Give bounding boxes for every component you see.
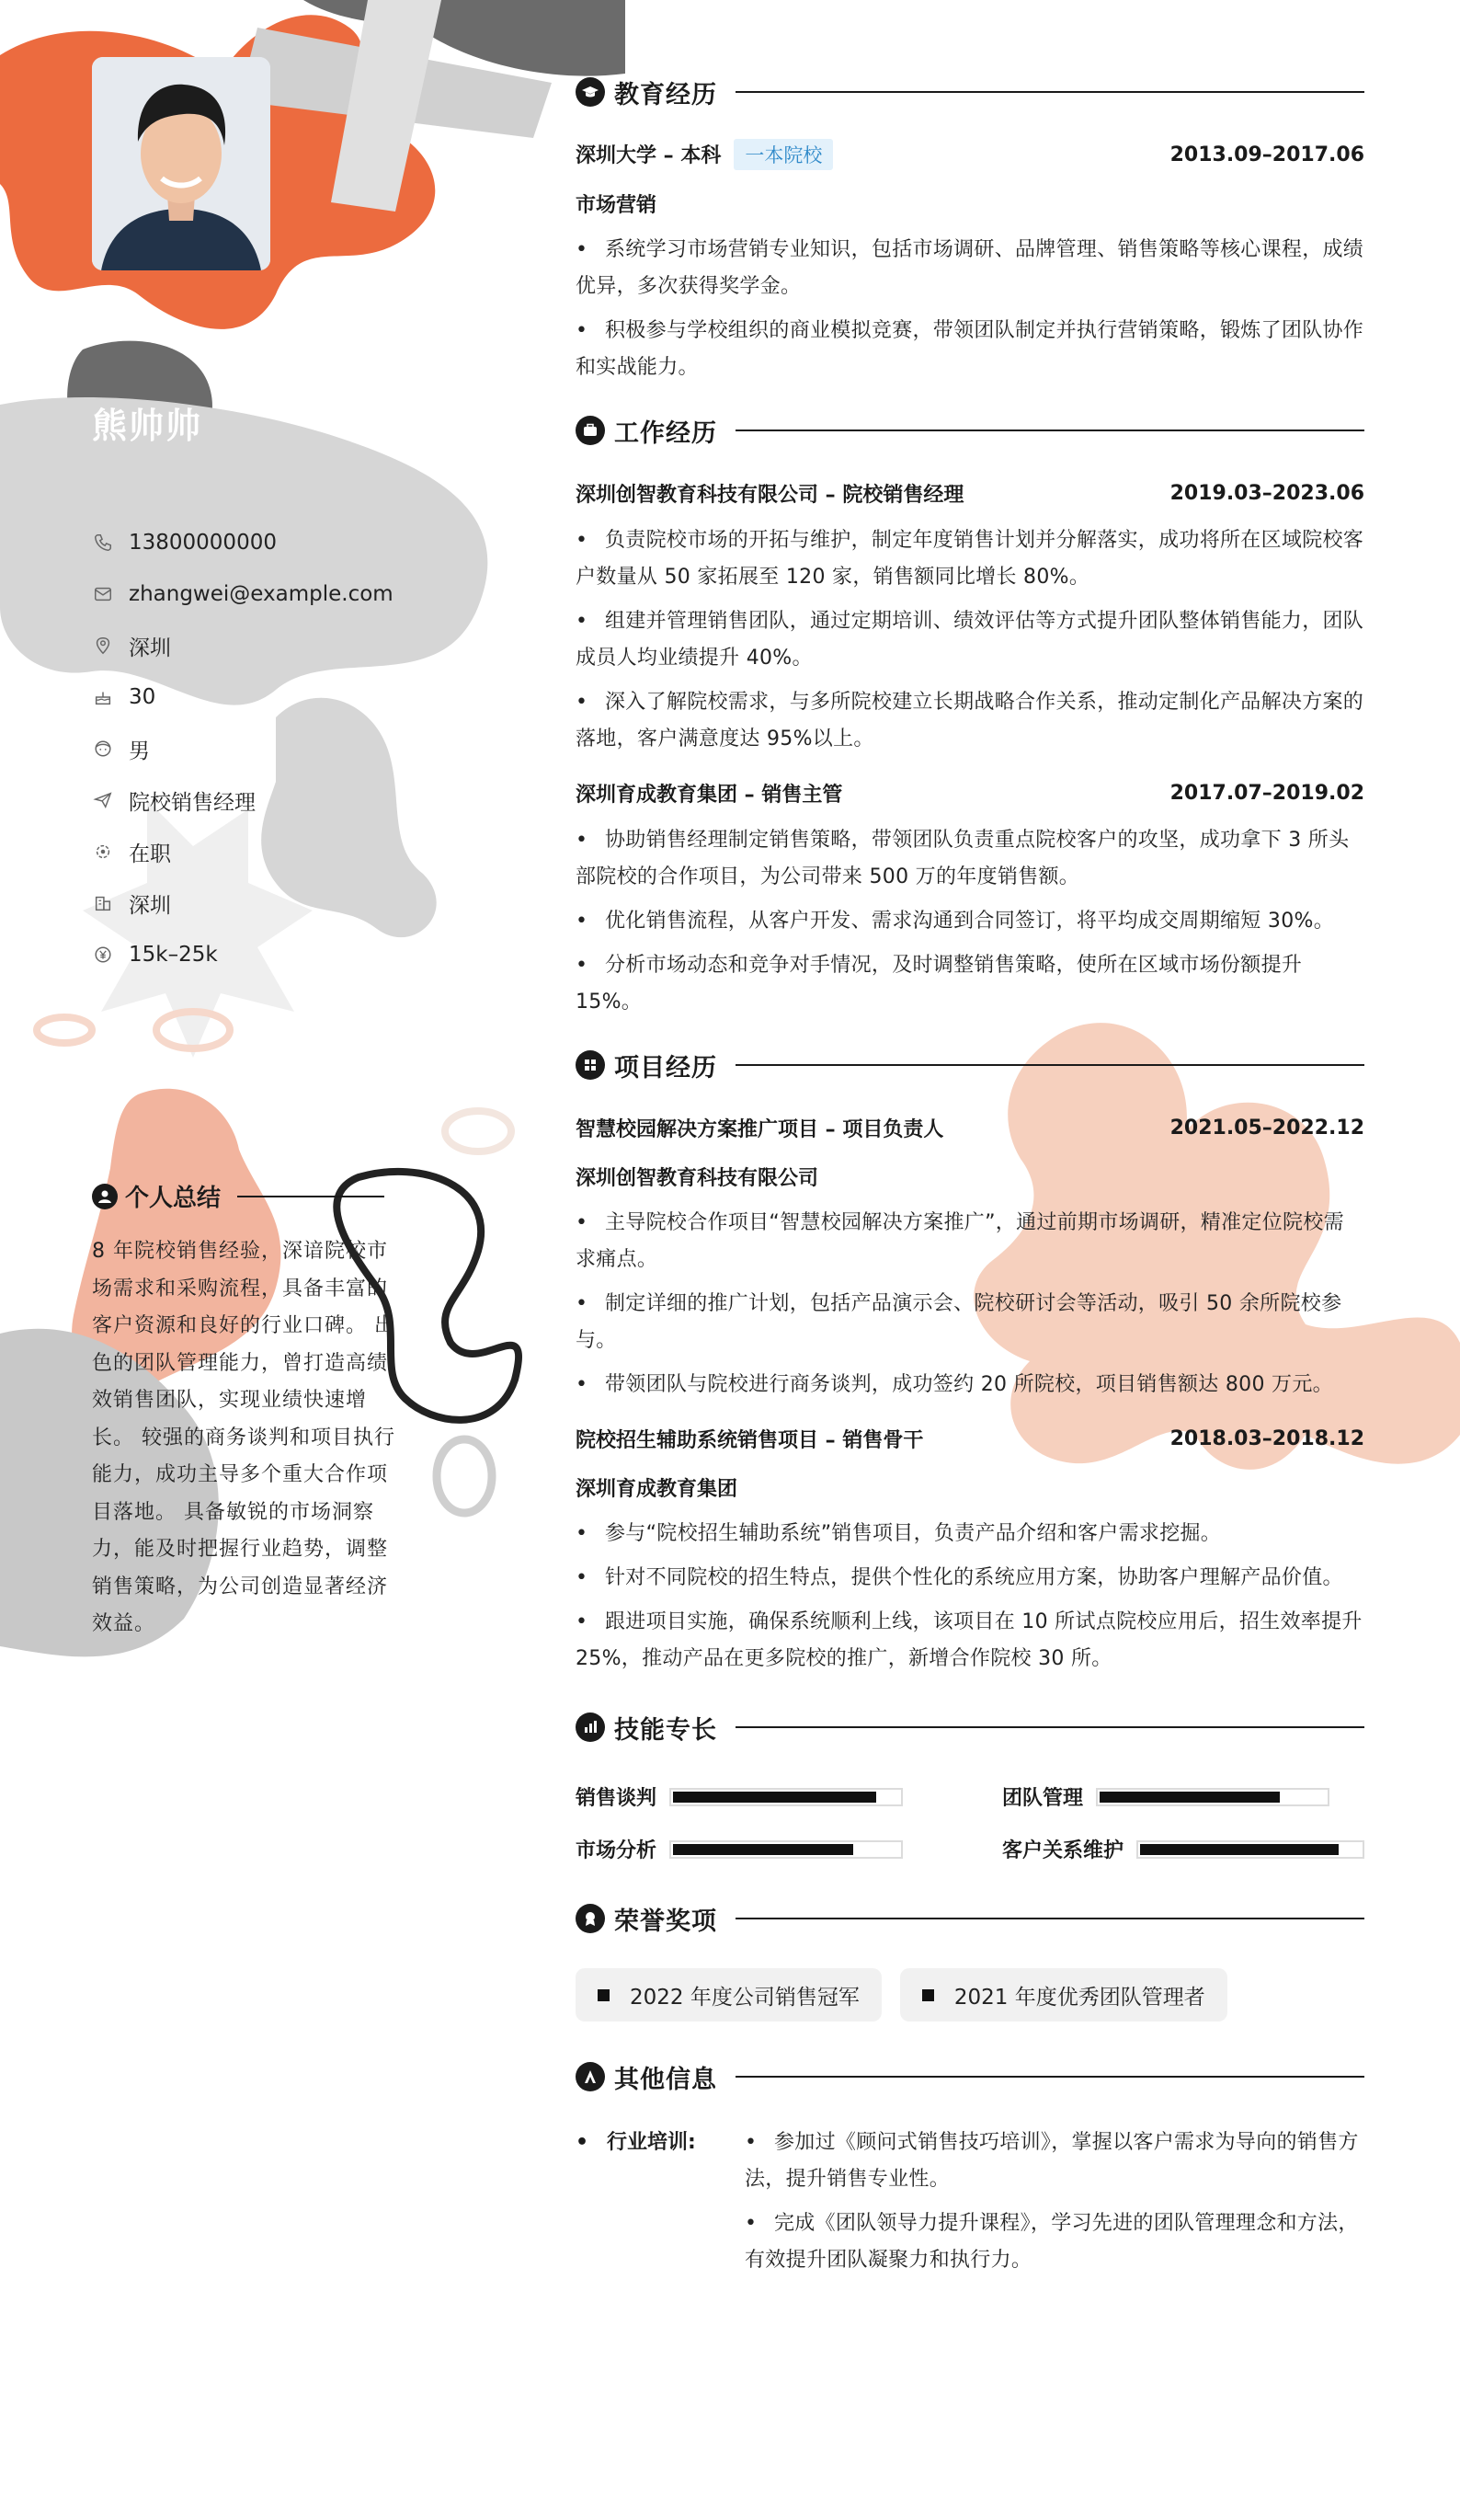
other-header (576, 2049, 1364, 2104)
info-text: 院校销售经理 (129, 790, 256, 815)
summary-text: 8 年院校销售经验，深谙院校市场需求和采购流程，具备丰富的客户资源和良好的行业口碑。 出色的团队管理能力，曾打造高绩效销售团队，实现业绩快速增长。 较强的商务谈判和项目执行能力，成功主导多个重大合作项目落地。 具备敏锐的市场洞察力，能及时把握行业趋势，调整销售策略，为公司创造显著经济效益。 (92, 1240, 395, 1635)
bullet-item: • 针对不同院校的招生特点，提供个性化的系统应用方案，协助客户理解产品价值。 (576, 1560, 1364, 1597)
bullet-item: • 参加过《顾问式销售技巧培训》，掌握以客户需求为导向的销售方法，提升销售专业性。 (745, 2125, 1364, 2198)
education-date: 2013.09–2017.06 (1169, 143, 1364, 166)
info-row (92, 517, 394, 568)
info-row (92, 929, 394, 980)
skill-level-fill (673, 1844, 853, 1855)
phone-icon (92, 532, 114, 554)
training-label: • 行业培训: (576, 2125, 745, 2286)
work-item-header (576, 778, 1364, 808)
skill-level-bar (669, 1788, 903, 1806)
skills-grid (576, 1782, 1364, 1863)
square-bullet-icon (598, 1989, 610, 2001)
honor-badge (576, 1968, 882, 2022)
skill-name: 销售谈判 (576, 1787, 657, 1810)
education-header (576, 64, 1364, 120)
other-title: 其他信息 (614, 2065, 717, 2094)
summary-section (92, 1179, 395, 1644)
avatar (92, 57, 270, 270)
bullet-item: • 积极参与学校组织的商业模拟竞赛，带领团队制定并执行营销策略，锻炼了团队协作和实战能力。 (576, 313, 1364, 386)
skill-item (576, 1782, 938, 1811)
bullet-item: • 优化销售流程，从客户开发、需求沟通到合同签订，将平均成交周期缩短 30%。 (576, 903, 1364, 940)
face-icon (92, 738, 114, 760)
cake-icon (92, 686, 114, 708)
section-divider (736, 91, 1364, 93)
project-company: 深圳创智教育科技有限公司 (576, 1167, 819, 1190)
skill-name: 市场分析 (576, 1839, 657, 1862)
section-divider (736, 1918, 1364, 1919)
education-item-header (576, 140, 1364, 169)
project-item-bullets (576, 1205, 1364, 1403)
project-item-header (576, 1113, 1364, 1142)
bullet-item: • 负责院校市场的开拓与维护，制定年度销售计划并分解落实，成功将所在区域院校客户数量从 50 家拓展至 120 家，销售额同比增长 80%。 (576, 522, 1364, 596)
summary-divider (237, 1196, 384, 1197)
status-icon (92, 841, 114, 863)
info-row (92, 774, 394, 826)
profile-name: 熊帅帅 (92, 406, 203, 446)
section-divider (736, 1064, 1364, 1066)
bullet-item: • 完成《团队领导力提升课程》，学习先进的团队管理理念和方法，有效提升团队凝聚力和执行力。 (745, 2205, 1364, 2279)
bullet-item: • 系统学习市场营销专业知识，包括市场调研、品牌管理、销售策略等核心课程，成绩优异，多次获得奖学金。 (576, 232, 1364, 305)
info-icon (576, 2062, 605, 2091)
chart-icon (576, 1712, 605, 1742)
skills-title: 技能专长 (614, 1715, 717, 1745)
award-icon (576, 1904, 605, 1933)
skill-item (1002, 1835, 1364, 1863)
location-icon (92, 635, 114, 657)
section-divider (736, 1726, 1364, 1728)
info-text: 15k–25k (129, 943, 218, 967)
section-divider (736, 2076, 1364, 2078)
honors-header (576, 1891, 1364, 1946)
info-text: 深圳 (129, 636, 171, 660)
education-major: 市场营销 (576, 194, 657, 217)
info-row (92, 877, 394, 929)
info-text: 深圳 (129, 893, 171, 918)
square-bullet-icon (922, 1989, 934, 2001)
school-name: 深圳大学 – 本科 (576, 144, 722, 167)
section-divider (736, 430, 1364, 431)
project-item-date: 2018.03–2018.12 (1169, 1426, 1364, 1450)
info-row (92, 568, 394, 620)
work-item-date: 2019.03–2023.06 (1169, 481, 1364, 505)
send-icon (92, 789, 114, 811)
yuan-icon (92, 944, 114, 966)
work-title: 工作经历 (614, 418, 717, 448)
bullet-item: • 主导院校合作项目“智慧校园解决方案推广”，通过前期市场调研，精准定位院校需求痛点。 (576, 1205, 1364, 1278)
work-item-bullets (576, 822, 1364, 1021)
email-icon (92, 583, 114, 605)
info-row (92, 826, 394, 877)
building-icon (92, 892, 114, 914)
projects-header (576, 1037, 1364, 1093)
education-bullets (576, 232, 1364, 386)
project-items (576, 1113, 1364, 1678)
education-title: 教育经历 (614, 80, 717, 109)
bullet-item: • 参与“院校招生辅助系统”销售项目，负责产品介绍和客户需求挖掘。 (576, 1516, 1364, 1552)
skill-level-fill (1100, 1792, 1280, 1803)
info-text: 男 (129, 739, 150, 763)
project-company: 深圳育成教育集团 (576, 1478, 738, 1501)
school-tag: 一本院校 (734, 139, 833, 170)
project-item-title: 智慧校园解决方案推广项目 – 项目负责人 (576, 1117, 944, 1141)
skill-level-bar (669, 1840, 903, 1859)
skill-item (576, 1835, 938, 1863)
skill-item (1002, 1782, 1364, 1811)
skills-header (576, 1700, 1364, 1755)
work-item-date: 2017.07–2019.02 (1169, 781, 1364, 805)
skill-level-fill (1140, 1844, 1339, 1855)
work-item-header (576, 478, 1364, 508)
skill-level-bar (1096, 1788, 1329, 1806)
person-icon (92, 1184, 118, 1209)
project-item-title: 院校招生辅助系统销售项目 – 销售骨干 (576, 1428, 924, 1452)
work-header (576, 403, 1364, 458)
bullet-item: • 协助销售经理制定销售策略，带领团队负责重点院校客户的攻坚，成功拿下 3 所头部院校的合作项目，为公司带来 500 万的年度销售额。 (576, 822, 1364, 896)
skill-level-bar (1136, 1840, 1364, 1859)
work-item-bullets (576, 522, 1364, 758)
project-item-bullets (576, 1516, 1364, 1678)
training-bullets (745, 2125, 1364, 2286)
work-item-title: 深圳育成教育集团 – 销售主管 (576, 783, 843, 807)
skill-name: 客户关系维护 (1002, 1839, 1124, 1862)
graduation-cap-icon (576, 77, 605, 107)
info-text: 13800000000 (129, 531, 277, 555)
info-text: 在职 (129, 842, 171, 866)
projects-title: 项目经历 (614, 1053, 717, 1082)
project-item-header (576, 1424, 1364, 1453)
avatar-portrait-icon (92, 57, 270, 270)
grid-icon (576, 1050, 605, 1080)
bullet-item: • 分析市场动态和竞争对手情况，及时调整销售策略，使所在区域市场份额提升 15%。 (576, 947, 1364, 1021)
work-item-title: 深圳创智教育科技有限公司 – 院校销售经理 (576, 483, 964, 507)
contact-info-list (92, 517, 394, 980)
info-row (92, 671, 394, 723)
bullet-item: • 跟进项目实施，确保系统顺利上线，该项目在 10 所试点院校应用后，招生效率提升 25%，推动产品在更多院校的推广，新增合作院校 30 所。 (576, 1604, 1364, 1678)
briefcase-icon (576, 416, 605, 445)
honor-text: 2021 年度优秀团队管理者 (953, 1985, 1205, 2010)
honors-list (576, 1968, 1364, 2022)
bullet-item: • 带领团队与院校进行商务谈判，成功签约 20 所院校，项目销售额达 800 万元。 (576, 1367, 1364, 1403)
info-text: 30 (129, 685, 156, 709)
info-row (92, 620, 394, 671)
skill-level-fill (673, 1792, 876, 1803)
info-row (92, 723, 394, 774)
honor-text: 2022 年度公司销售冠军 (630, 1985, 860, 2010)
info-text: zhangwei@example.com (129, 582, 394, 606)
skill-name: 团队管理 (1002, 1787, 1084, 1810)
work-items (576, 478, 1364, 1021)
bullet-item: • 组建并管理销售团队，通过定期培训、绩效评估等方式提升团队整体销售能力，团队成员人均业绩提升 40%。 (576, 603, 1364, 677)
honors-title: 荣誉奖项 (614, 1907, 717, 1936)
summary-title: 个人总结 (125, 1185, 222, 1212)
bullet-item: • 深入了解院校需求，与多所院校建立长期战略合作关系，推动定制化产品解决方案的落地，客户满意度达 95%以上。 (576, 684, 1364, 758)
honor-badge (900, 1968, 1227, 2022)
project-item-date: 2021.05–2022.12 (1169, 1116, 1364, 1140)
other-info (576, 2125, 1364, 2286)
bullet-item: • 制定详细的推广计划，包括产品演示会、院校研讨会等活动，吸引 50 余所院校参与。 (576, 1286, 1364, 1359)
